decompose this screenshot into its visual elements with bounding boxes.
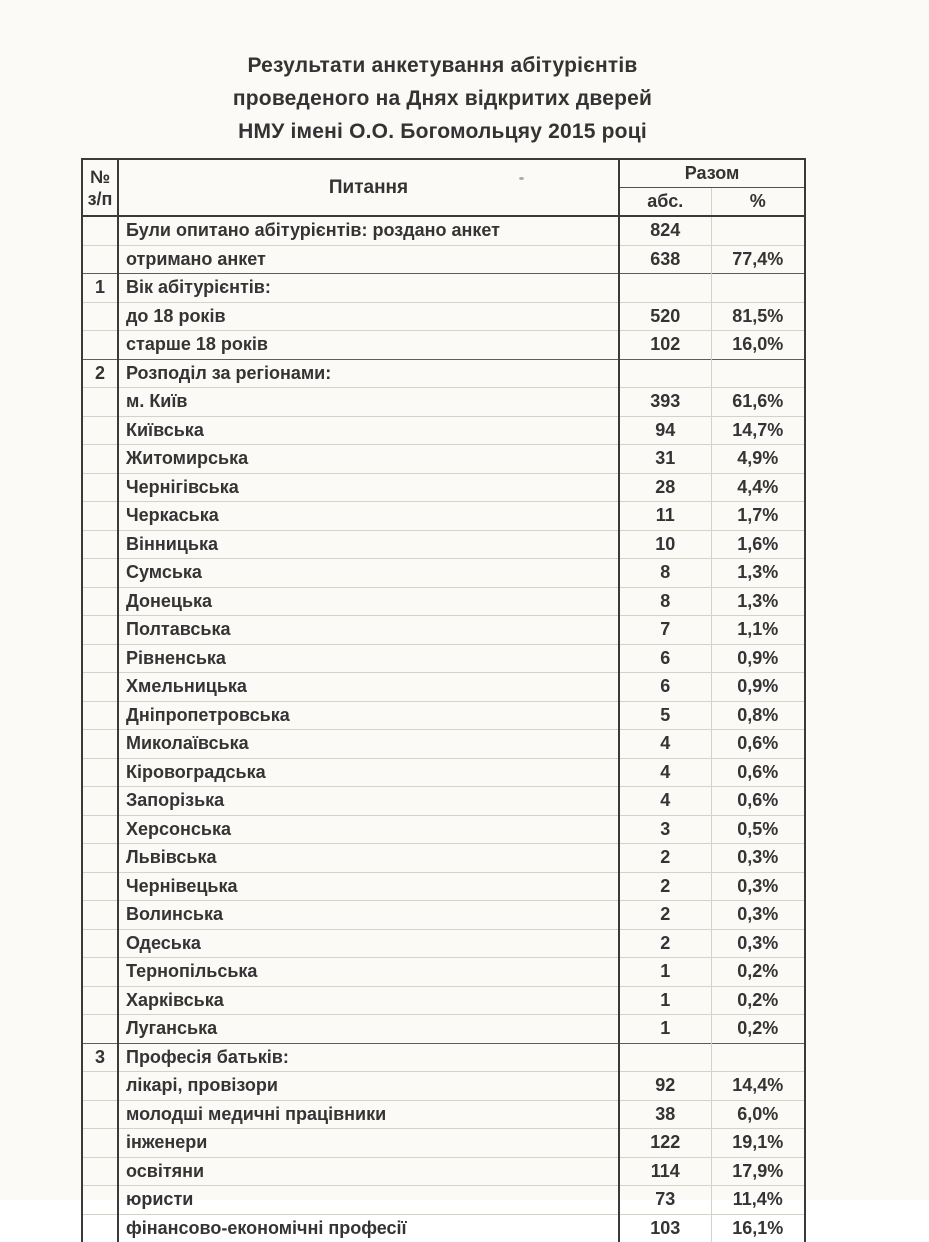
row-pct-cell	[711, 1043, 805, 1072]
row-number-cell	[82, 445, 118, 474]
row-question-cell: Харківська	[118, 986, 619, 1015]
row-number-cell	[82, 787, 118, 816]
row-question-cell: Львівська	[118, 844, 619, 873]
row-number-cell	[82, 216, 118, 245]
row-question-cell: фінансово-економічні професії	[118, 1214, 619, 1242]
row-abs-cell: 1	[619, 958, 711, 987]
table-row	[82, 416, 805, 445]
row-number-cell	[82, 1072, 118, 1101]
row-question-cell: Сумська	[118, 559, 619, 588]
row-number-cell	[82, 673, 118, 702]
row-abs-cell: 2	[619, 929, 711, 958]
row-pct-cell: 0,3%	[711, 901, 805, 930]
row-abs-cell: 92	[619, 1072, 711, 1101]
row-pct-cell: 0,3%	[711, 844, 805, 873]
row-pct-cell: 4,9%	[711, 445, 805, 474]
row-pct-cell: 0,8%	[711, 701, 805, 730]
table-row	[82, 388, 805, 417]
row-number-cell	[82, 388, 118, 417]
row-pct-cell: 11,4%	[711, 1186, 805, 1215]
row-number-cell	[82, 644, 118, 673]
row-abs-cell: 4	[619, 787, 711, 816]
table-row	[82, 929, 805, 958]
row-number-cell	[82, 331, 118, 360]
row-number-cell	[82, 986, 118, 1015]
table-row	[82, 559, 805, 588]
row-abs-cell: 520	[619, 302, 711, 331]
header-total: Разом	[619, 159, 805, 188]
row-abs-cell: 2	[619, 844, 711, 873]
table-row	[82, 901, 805, 930]
header-pct: %	[711, 188, 805, 217]
row-abs-cell: 7	[619, 616, 711, 645]
table-row	[82, 502, 805, 531]
table-row	[82, 445, 805, 474]
header-abs: абс.	[619, 188, 711, 217]
row-pct-cell	[711, 359, 805, 388]
table-body	[82, 216, 805, 1242]
row-number-cell	[82, 1129, 118, 1158]
row-question-cell: Вінницька	[118, 530, 619, 559]
row-pct-cell: 6,0%	[711, 1100, 805, 1129]
row-abs-cell	[619, 359, 711, 388]
row-number-cell	[82, 1100, 118, 1129]
row-abs-cell	[619, 1043, 711, 1072]
row-number-cell	[82, 416, 118, 445]
row-question-cell: Полтавська	[118, 616, 619, 645]
title-line-1: Результати анкетування абітурієнтів	[247, 54, 638, 77]
row-pct-cell: 0,9%	[711, 673, 805, 702]
row-pct-cell: 81,5%	[711, 302, 805, 331]
table-row	[82, 1100, 805, 1129]
row-pct-cell: 0,2%	[711, 986, 805, 1015]
row-abs-cell: 73	[619, 1186, 711, 1215]
table-header	[82, 159, 805, 216]
row-number-cell: 3	[82, 1043, 118, 1072]
row-number-cell	[82, 616, 118, 645]
row-pct-cell: 0,2%	[711, 1015, 805, 1044]
row-question-cell: молодші медичні працівники	[118, 1100, 619, 1129]
row-abs-cell: 638	[619, 245, 711, 274]
row-abs-cell: 4	[619, 730, 711, 759]
row-question-cell: Донецька	[118, 587, 619, 616]
table-row	[82, 787, 805, 816]
row-number-cell	[82, 844, 118, 873]
row-abs-cell: 10	[619, 530, 711, 559]
row-number-cell	[82, 1214, 118, 1242]
row-question-cell: Житомирська	[118, 445, 619, 474]
table-row	[82, 473, 805, 502]
row-question-cell: Київська	[118, 416, 619, 445]
row-pct-cell: 4,4%	[711, 473, 805, 502]
row-number-cell	[82, 1157, 118, 1186]
row-abs-cell: 102	[619, 331, 711, 360]
row-number-cell: 1	[82, 274, 118, 303]
row-abs-cell: 11	[619, 502, 711, 531]
document-title	[81, 49, 804, 148]
row-abs-cell: 393	[619, 388, 711, 417]
row-number-cell	[82, 530, 118, 559]
row-question-cell: старше 18 років	[118, 331, 619, 360]
table-row	[82, 1043, 805, 1072]
table-row	[82, 844, 805, 873]
row-abs-cell: 8	[619, 587, 711, 616]
table-row	[82, 872, 805, 901]
table-row	[82, 331, 805, 360]
row-pct-cell: 0,5%	[711, 815, 805, 844]
row-abs-cell: 824	[619, 216, 711, 245]
row-abs-cell: 28	[619, 473, 711, 502]
table-row	[82, 730, 805, 759]
row-abs-cell: 5	[619, 701, 711, 730]
row-number-cell	[82, 872, 118, 901]
row-pct-cell: 0,6%	[711, 730, 805, 759]
header-question: Питання	[118, 159, 619, 216]
row-pct-cell: 16,0%	[711, 331, 805, 360]
table-row	[82, 216, 805, 245]
table-row	[82, 1214, 805, 1242]
title-line-3: НМУ імені О.О. Богомольцяу 2015 році	[238, 120, 647, 143]
header-row-number	[82, 159, 118, 216]
row-number-cell	[82, 701, 118, 730]
row-abs-cell	[619, 274, 711, 303]
row-question-cell: Тернопільська	[118, 958, 619, 987]
row-number-cell	[82, 929, 118, 958]
title-line-2: проведеного на Днях відкритих дверей	[232, 87, 653, 110]
row-pct-cell: 0,6%	[711, 787, 805, 816]
table-row	[82, 701, 805, 730]
table-row	[82, 1072, 805, 1101]
row-pct-cell: 16,1%	[711, 1214, 805, 1242]
row-question-cell: отримано анкет	[118, 245, 619, 274]
row-pct-cell: 61,6%	[711, 388, 805, 417]
table-row	[82, 1015, 805, 1044]
table-row	[82, 245, 805, 274]
row-abs-cell: 4	[619, 758, 711, 787]
row-question-cell: Хмельницька	[118, 673, 619, 702]
table-row	[82, 986, 805, 1015]
table-row	[82, 530, 805, 559]
table-row	[82, 359, 805, 388]
row-question-cell: Професія батьків:	[118, 1043, 619, 1072]
table-row	[82, 274, 805, 303]
table-row	[82, 1157, 805, 1186]
header-num-symbol: №	[89, 166, 111, 187]
row-question-cell: освітяни	[118, 1157, 619, 1186]
row-question-cell: Миколаївська	[118, 730, 619, 759]
row-abs-cell: 3	[619, 815, 711, 844]
row-pct-cell	[711, 216, 805, 245]
table-row	[82, 302, 805, 331]
row-question-cell: Чернівецька	[118, 872, 619, 901]
table-row	[82, 758, 805, 787]
row-number-cell	[82, 901, 118, 930]
row-question-cell: юристи	[118, 1186, 619, 1215]
row-pct-cell: 1,1%	[711, 616, 805, 645]
row-pct-cell: 14,4%	[711, 1072, 805, 1101]
row-pct-cell: 0,3%	[711, 872, 805, 901]
table-row	[82, 644, 805, 673]
row-question-cell: до 18 років	[118, 302, 619, 331]
row-abs-cell: 6	[619, 673, 711, 702]
row-pct-cell: 19,1%	[711, 1129, 805, 1158]
row-question-cell: Дніпропетровська	[118, 701, 619, 730]
row-number-cell	[82, 559, 118, 588]
row-pct-cell: 0,6%	[711, 758, 805, 787]
header-num-suffix: з/п	[87, 188, 113, 209]
row-abs-cell: 1	[619, 1015, 711, 1044]
row-abs-cell: 31	[619, 445, 711, 474]
row-question-cell: Волинська	[118, 901, 619, 930]
row-number-cell	[82, 587, 118, 616]
row-question-cell: Рівненська	[118, 644, 619, 673]
row-number-cell	[82, 1015, 118, 1044]
row-number-cell	[82, 730, 118, 759]
row-abs-cell: 2	[619, 872, 711, 901]
row-number-cell	[82, 815, 118, 844]
row-question-cell: Запорізька	[118, 787, 619, 816]
row-pct-cell: 0,2%	[711, 958, 805, 987]
row-abs-cell: 1	[619, 986, 711, 1015]
table-row	[82, 815, 805, 844]
row-question-cell: Одеська	[118, 929, 619, 958]
row-question-cell: Херсонська	[118, 815, 619, 844]
row-number-cell	[82, 302, 118, 331]
row-pct-cell: 1,3%	[711, 559, 805, 588]
row-pct-cell: 0,9%	[711, 644, 805, 673]
table-row	[82, 616, 805, 645]
row-number-cell	[82, 1186, 118, 1215]
row-pct-cell: 17,9%	[711, 1157, 805, 1186]
row-question-cell: інженери	[118, 1129, 619, 1158]
row-pct-cell: 77,4%	[711, 245, 805, 274]
row-pct-cell: 0,3%	[711, 929, 805, 958]
table-row	[82, 673, 805, 702]
row-question-cell: Черкаська	[118, 502, 619, 531]
row-abs-cell: 94	[619, 416, 711, 445]
row-question-cell: Чернігівська	[118, 473, 619, 502]
survey-results-table	[81, 158, 806, 1242]
row-question-cell: Були опитано абітурієнтів: роздано анкет	[118, 216, 619, 245]
row-pct-cell: 1,3%	[711, 587, 805, 616]
row-number-cell	[82, 758, 118, 787]
row-question-cell: Кіровоградська	[118, 758, 619, 787]
row-abs-cell: 6	[619, 644, 711, 673]
row-abs-cell: 38	[619, 1100, 711, 1129]
table-row	[82, 587, 805, 616]
row-pct-cell: 1,7%	[711, 502, 805, 531]
row-question-cell: Розподіл за регіонами:	[118, 359, 619, 388]
row-number-cell	[82, 245, 118, 274]
table-row	[82, 958, 805, 987]
row-number-cell	[82, 473, 118, 502]
row-number-cell	[82, 958, 118, 987]
table-row	[82, 1186, 805, 1215]
row-question-cell: Вік абітурієнтів:	[118, 274, 619, 303]
row-abs-cell: 2	[619, 901, 711, 930]
row-question-cell: м. Київ	[118, 388, 619, 417]
row-pct-cell	[711, 274, 805, 303]
table-row	[82, 1129, 805, 1158]
row-abs-cell: 114	[619, 1157, 711, 1186]
row-pct-cell: 14,7%	[711, 416, 805, 445]
row-number-cell: 2	[82, 359, 118, 388]
row-question-cell: Луганська	[118, 1015, 619, 1044]
row-abs-cell: 122	[619, 1129, 711, 1158]
row-number-cell	[82, 502, 118, 531]
row-abs-cell: 103	[619, 1214, 711, 1242]
row-abs-cell: 8	[619, 559, 711, 588]
row-question-cell: лікарі, провізори	[118, 1072, 619, 1101]
row-pct-cell: 1,6%	[711, 530, 805, 559]
